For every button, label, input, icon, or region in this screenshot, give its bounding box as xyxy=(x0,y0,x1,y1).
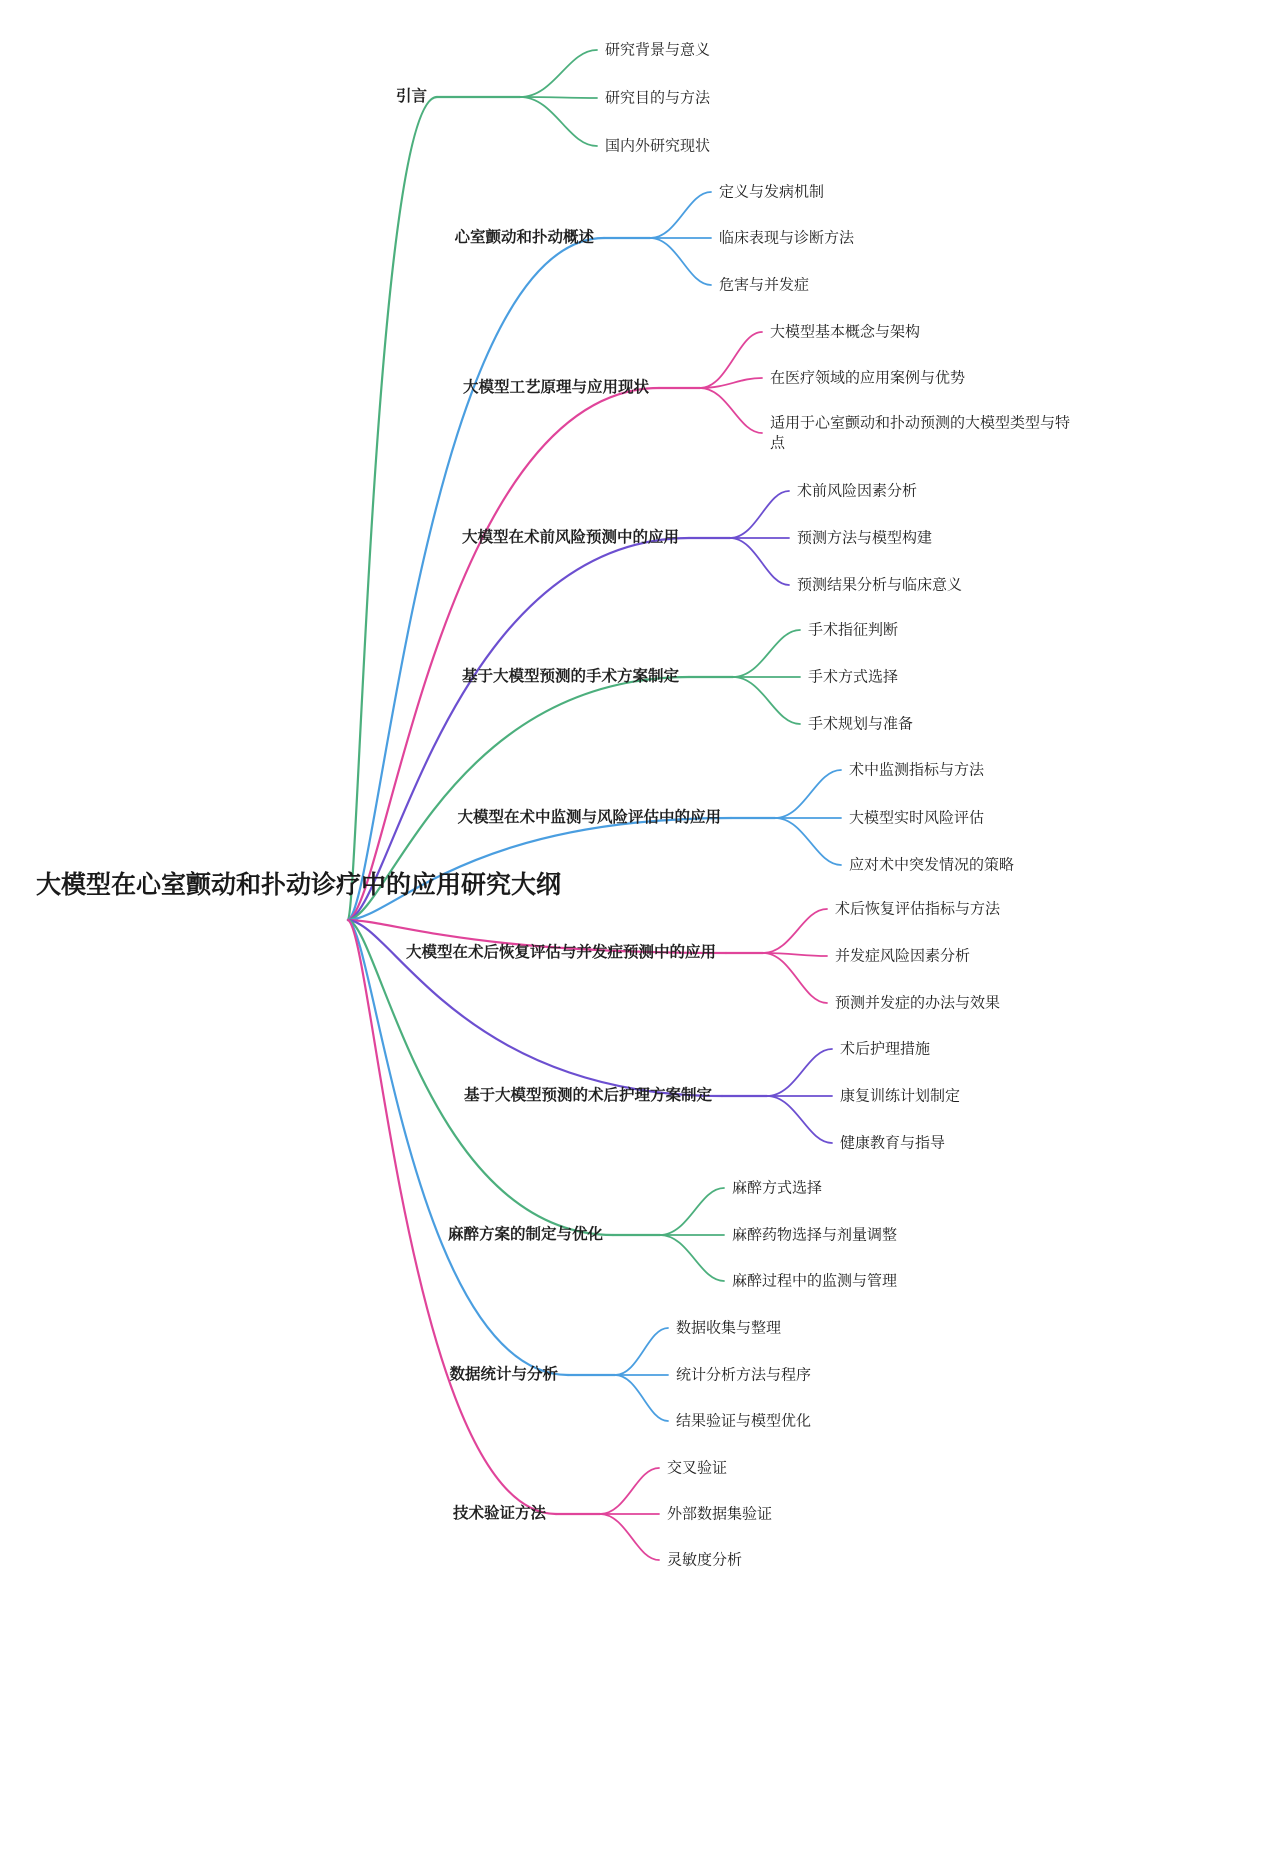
branch-node-5[interactable]: 基于大模型预测的手术方案制定 xyxy=(461,667,679,685)
branch-node-11[interactable]: 技术验证方法 xyxy=(452,1504,546,1522)
leaf-node-4-2[interactable]: 预测方法与模型构建 xyxy=(797,529,933,547)
branch-node-3[interactable]: 大模型工艺原理与应用现状 xyxy=(462,378,649,396)
leaf-node-10-1[interactable]: 数据收集与整理 xyxy=(676,1319,782,1337)
leaf-node-11-3[interactable]: 灵敏度分析 xyxy=(667,1551,743,1569)
leaf-node-2-1[interactable]: 定义与发病机制 xyxy=(719,183,825,201)
leaf-node-10-3[interactable]: 结果验证与模型优化 xyxy=(676,1412,812,1430)
leaf-node-3-1[interactable]: 大模型基本概念与架构 xyxy=(770,323,921,341)
root-node[interactable]: 大模型在心室颤动和扑动诊疗中的应用研究大纲 xyxy=(36,871,562,899)
leaf-node-3-3[interactable]: 适用于心室颤动和扑动预测的大模型类型与特点 xyxy=(770,414,1071,451)
branch-node-1[interactable]: 引言 xyxy=(395,87,427,105)
leaf-node-3-2[interactable]: 在医疗领域的应用案例与优势 xyxy=(770,369,966,387)
leaf-node-9-1[interactable]: 麻醉方式选择 xyxy=(732,1179,823,1197)
leaf-node-9-2[interactable]: 麻醉药物选择与剂量调整 xyxy=(732,1226,898,1244)
leaf-node-2-3[interactable]: 危害与并发症 xyxy=(719,276,810,294)
leaf-node-7-1[interactable]: 术后恢复评估指标与方法 xyxy=(835,900,1001,918)
leaf-node-11-1[interactable]: 交叉验证 xyxy=(667,1459,728,1477)
branch-node-8[interactable]: 基于大模型预测的术后护理方案制定 xyxy=(463,1086,712,1104)
leaf-node-9-3[interactable]: 麻醉过程中的监测与管理 xyxy=(732,1272,898,1290)
leaf-node-5-3[interactable]: 手术规划与准备 xyxy=(808,715,914,733)
leaf-node-2-2[interactable]: 临床表现与诊断方法 xyxy=(719,229,855,247)
leaf-node-6-1[interactable]: 术中监测指标与方法 xyxy=(849,761,985,779)
branch-node-6[interactable]: 大模型在术中监测与风险评估中的应用 xyxy=(457,808,721,826)
leaf-node-1-2[interactable]: 研究目的与方法 xyxy=(605,89,711,107)
leaf-node-5-2[interactable]: 手术方式选择 xyxy=(808,668,899,686)
leaf-node-7-3[interactable]: 预测并发症的办法与效果 xyxy=(835,994,1001,1012)
leaf-node-1-3[interactable]: 国内外研究现状 xyxy=(605,137,711,155)
leaf-node-8-1[interactable]: 术后护理措施 xyxy=(840,1040,931,1058)
leaf-node-4-1[interactable]: 术前风险因素分析 xyxy=(797,482,918,500)
leaf-node-1-1[interactable]: 研究背景与意义 xyxy=(605,41,711,59)
leaf-node-8-3[interactable]: 健康教育与指导 xyxy=(840,1134,946,1152)
branch-node-7[interactable]: 大模型在术后恢复评估与并发症预测中的应用 xyxy=(405,943,716,961)
branch-node-2[interactable]: 心室颤动和扑动概述 xyxy=(454,228,594,246)
leaf-node-10-2[interactable]: 统计分析方法与程序 xyxy=(676,1366,812,1384)
leaf-node-5-1[interactable]: 手术指征判断 xyxy=(808,621,899,639)
leaf-node-4-3[interactable]: 预测结果分析与临床意义 xyxy=(797,576,963,594)
leaf-node-11-2[interactable]: 外部数据集验证 xyxy=(667,1505,773,1523)
leaf-node-6-2[interactable]: 大模型实时风险评估 xyxy=(849,809,985,827)
branch-node-9[interactable]: 麻醉方案的制定与优化 xyxy=(447,1225,603,1243)
leaf-node-7-2[interactable]: 并发症风险因素分析 xyxy=(835,947,971,965)
branch-node-10[interactable]: 数据统计与分析 xyxy=(449,1365,558,1383)
leaf-node-6-3[interactable]: 应对术中突发情况的策略 xyxy=(849,856,1015,874)
branch-node-4[interactable]: 大模型在术前风险预测中的应用 xyxy=(461,528,679,546)
leaf-node-8-2[interactable]: 康复训练计划制定 xyxy=(840,1087,961,1105)
